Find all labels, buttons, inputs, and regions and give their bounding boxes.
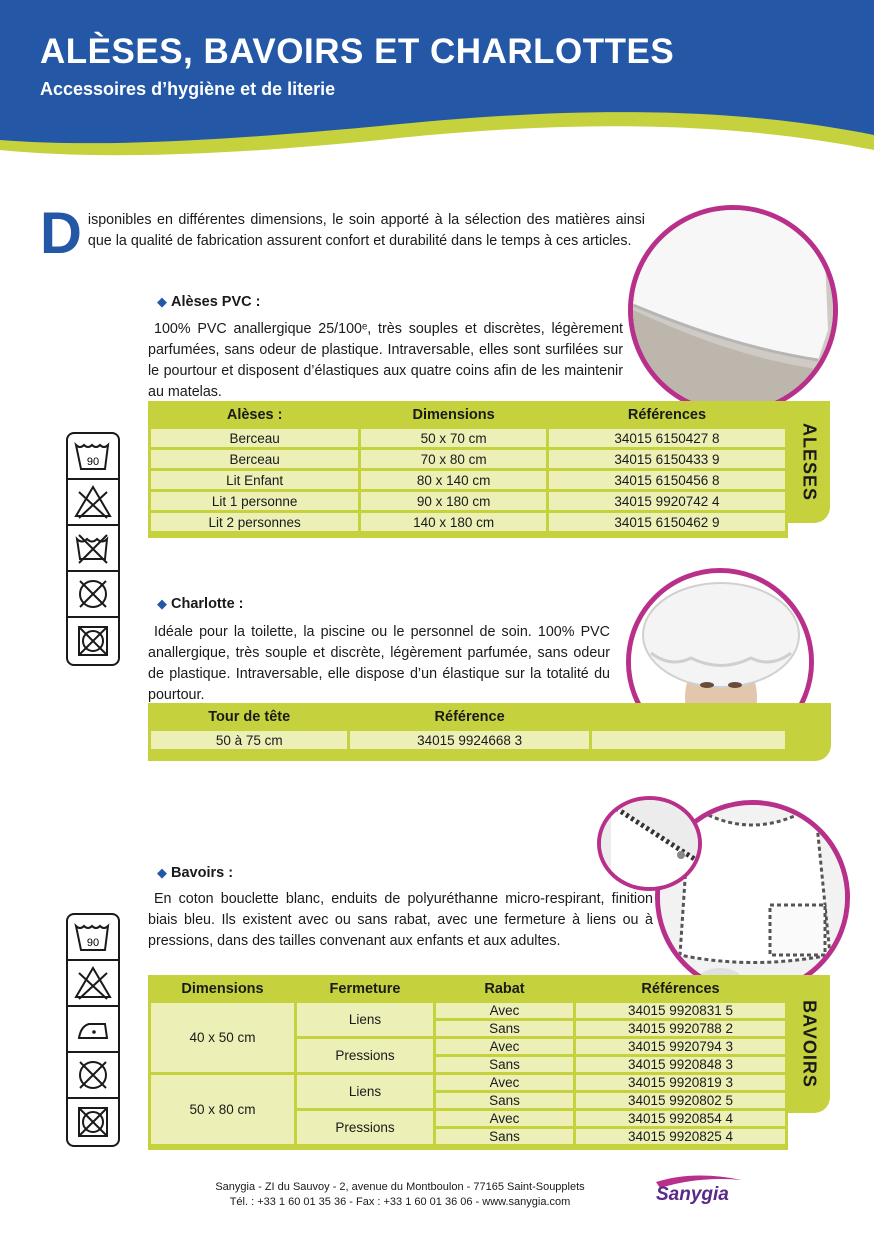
table-row: Pressions Avec 34015 9920794 3 bbox=[151, 1039, 785, 1054]
charlotte-description: Idéale pour la toilette, la piscine ou le personnel de soin. 100% PVC anallergique, très souple et discrète, légèrement parfumée, sans odeur de plastique. Intraversable, elle dispose d’un élastique sur la totalité du pourtour. bbox=[148, 624, 610, 703]
footer-address bbox=[120, 1180, 680, 1210]
table-row: Lit 1 personne 90 x 180 cm 34015 9920742 4 bbox=[151, 492, 785, 510]
aleses-title: ◆ Alèses PVC : bbox=[157, 294, 261, 310]
intro-paragraph bbox=[40, 201, 645, 266]
table-header: Fermeture bbox=[329, 981, 401, 997]
aleses-description: 100% PVC anallergique 25/100ᵉ, très souples et discrètes, légèrement parfumées, sans odeur de plastique. Intraversable, elles sont surfilées sur le pourtour et disposent d’élastiques aux quatre coins afin de les maintenir au matelas. bbox=[148, 321, 623, 400]
diamond-bullet-icon: ◆ bbox=[157, 294, 167, 309]
sanygia-logo: Sanygia bbox=[656, 1184, 729, 1205]
table-header: Alèses : bbox=[226, 407, 283, 423]
table-row: Sans 34015 9920825 4 bbox=[151, 1129, 785, 1144]
table-header: Dimensions bbox=[181, 981, 264, 997]
table-header: Références bbox=[627, 407, 707, 423]
table-header bbox=[592, 706, 785, 728]
no-tumble-dry-icon bbox=[68, 572, 118, 618]
aleses-table bbox=[148, 401, 788, 538]
table-header: Dimensions bbox=[412, 407, 495, 423]
no-bleach-icon bbox=[68, 961, 118, 1007]
svg-text:90: 90 bbox=[86, 456, 100, 468]
bib-detail-image bbox=[597, 796, 702, 891]
page-subtitle: Accessoires d’hygiène et de literie bbox=[40, 79, 336, 99]
table-row: Sans 34015 9920802 5 bbox=[151, 1093, 785, 1108]
diamond-bullet-icon: ◆ bbox=[157, 865, 167, 880]
svg-text:90: 90 bbox=[86, 937, 100, 949]
diamond-bullet-icon: ◆ bbox=[157, 596, 167, 611]
table-header: Références bbox=[641, 981, 720, 997]
footer-line-1: Sanygia - ZI du Sauvoy - 2, avenue du Montboulon - 77165 Saint-Soupplets bbox=[215, 1181, 585, 1193]
no-dryclean-icon bbox=[68, 526, 118, 572]
bavoirs-side-tab: BAVOIRS bbox=[788, 975, 830, 1113]
wash-90-icon bbox=[68, 434, 118, 480]
table-row: Lit 2 personnes 140 x 180 cm 34015 6150462 9 bbox=[151, 513, 785, 531]
charlotte-title: ◆ Charlotte : bbox=[157, 596, 244, 612]
table-row: 50 x 80 cm Liens Avec 34015 9920819 3 bbox=[151, 1075, 785, 1090]
bib-corner-illustration bbox=[601, 800, 701, 890]
no-bleach-icon bbox=[68, 480, 118, 526]
table-row: 40 x 50 cm Liens Avec 34015 9920831 5 bbox=[151, 1003, 785, 1018]
dropcap: D bbox=[40, 201, 82, 266]
intro-text: isponibles en différentes dimensions, le soin apporté à la sélection des matières ainsi que la qualité de fabrication assurent confort et durabilité dans le temps à ces articles. bbox=[87, 212, 645, 249]
table-row: Lit Enfant 80 x 140 cm 34015 6150456 8 bbox=[151, 471, 785, 489]
iron-low-icon bbox=[68, 1007, 118, 1053]
care-symbols-bavoirs bbox=[66, 913, 120, 1147]
table-row: Berceau 70 x 80 cm 34015 6150433 9 bbox=[151, 450, 785, 468]
table-header: Tour de tête bbox=[208, 709, 291, 725]
charlotte-table bbox=[148, 703, 831, 761]
table-row: 50 à 75 cm 34015 9924668 3 bbox=[151, 731, 785, 749]
bavoirs-title: ◆ Bavoirs : bbox=[157, 865, 234, 881]
aleses-side-tab: ALESES bbox=[788, 401, 830, 523]
no-dry-icon bbox=[68, 1099, 118, 1145]
no-dry-icon bbox=[68, 618, 118, 664]
page-header bbox=[0, 0, 874, 190]
page-title: ALÈSES, BAVOIRS ET CHARLOTTES bbox=[40, 32, 675, 71]
footer-line-2: Tél. : +33 1 60 01 35 36 - Fax : +33 1 60 01 36 06 - www.sanygia.com bbox=[229, 1196, 571, 1208]
table-row: Sans 34015 9920788 2 bbox=[151, 1021, 785, 1036]
mattress-illustration bbox=[633, 210, 833, 410]
table-row: Pressions Avec 34015 9920854 4 bbox=[151, 1111, 785, 1126]
table-header: Rabat bbox=[484, 981, 525, 997]
mattress-protector-image bbox=[628, 205, 838, 415]
table-row: Sans 34015 9920848 3 bbox=[151, 1057, 785, 1072]
wash-90-icon bbox=[68, 915, 118, 961]
no-tumble-dry-icon bbox=[68, 1053, 118, 1099]
table-row: Berceau 50 x 70 cm 34015 6150427 8 bbox=[151, 429, 785, 447]
care-symbols-aleses bbox=[66, 432, 120, 666]
bavoirs-description: En coton bouclette blanc, enduits de polyuréthanne micro-respirant, finition biais bleu. Ils existent avec ou sans rabat, avec une fermeture à liens ou à pressions, dans des tailles convenant aux enfants et aux adultes. bbox=[148, 891, 653, 949]
table-header: Référence bbox=[434, 709, 505, 725]
bavoirs-table bbox=[148, 975, 788, 1150]
